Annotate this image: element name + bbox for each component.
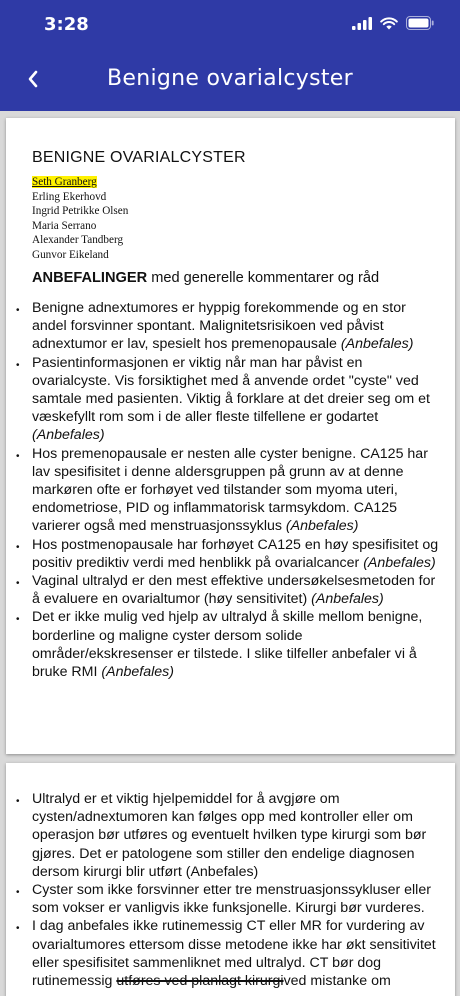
recommendation-list (16, 299, 441, 681)
list-item: • Hos postmenopausale har forhøyet CA125 en høy spesifisitet og positiv prediktiv verdi med henblikk på ovarialcancer (Anbefales) (16, 536, 441, 572)
list-item: • Vaginal ultralyd er den mest effektive undersøkelsesmetoden for å evaluere en ovarialtumor (høy sensitivitet) (Anbefales) (16, 572, 441, 608)
recommendations-heading-bold: ANBEFALINGER (32, 270, 148, 286)
list-item: • Cyster som ikke forsvinner etter tre menstruasjonssykluser eller som vokser er vanligvis ikke funksjonelle. Kirurgi bør vurderes. (16, 881, 441, 917)
list-item: • Ultralyd er et viktig hjelpemiddel for å avgjøre om cysten/adnextumoren kan følges opp med kontroller eller om operasjon bør utføres og eventuelt hvilken type kirurgi som bør gjøres. Det er patologene som stiller den endelige diagnosen dersom kirurgi blir utført (Anbefales) (16, 790, 441, 881)
recommendation-list (16, 790, 441, 990)
author-name: Alexander Tandberg (32, 234, 124, 247)
author-name: Erling Ekerhovd (32, 190, 107, 203)
wifi-icon (380, 17, 398, 30)
author-name: Maria Serrano (32, 219, 97, 232)
page-title: Benigne ovarialcyster (107, 66, 353, 91)
status-time: 3:28 (44, 14, 89, 35)
recommendations-heading-rest: med generelle kommentarer og råd (147, 270, 380, 286)
list-item: • I dag anbefales ikke rutinemessig CT eller MR for vurdering av ovarialtumores ettersom disse metodene ikke har økt sensitivitet eller spesifisitet sammenliknet med ultralyd. CT bør dog rutinemessig utføres ved planlagt kirurgived mistanke om (16, 917, 441, 990)
list-item: • Pasientinformasjonen er viktig når man har påvist en ovarialcyste. Vis forsiktighet med å anvende ordet "cyste" ved samtale med pasienten. Viktig å forklare at det dreier seg om et væskefyllt rom som i de aller fleste tilfellene er godartet (Anbefales) (16, 354, 441, 445)
author-name: Gunvor Eikeland (32, 248, 109, 261)
signal-icon (352, 17, 372, 30)
list-item: • Hos premenopausale er nesten alle cyster benigne. CA125 har lav spesifisitet i denne aldersgruppen på grunn av at denne markøren ofte er forhøyet ved tilstander som myoma uteri, endometriose, PID og inflammatorisk tarmsykdom. CA125 varierer også med menstruasjonssyklus (Anbefales) (16, 445, 441, 536)
document-title: BENIGNE OVARIALCYSTER (32, 149, 246, 166)
document-page-1[interactable] (6, 118, 455, 754)
list-item: • Det er ikke mulig ved hjelp av ultralyd å skille mellom benigne, borderline og maligne cyster dersom solide områder/ekskresenser er tilstede. I slike tilfeller anbefaler vi å bruke RMI (Anbefales) (16, 608, 441, 681)
battery-icon (406, 16, 434, 30)
author-name-highlighted: Seth Granberg (32, 176, 97, 188)
status-icons (352, 16, 434, 30)
author-list (32, 175, 128, 263)
navigation-bar (0, 0, 460, 111)
recommendations-heading (32, 270, 379, 286)
struck-text: utføres ved planlagt kirurgi (116, 973, 284, 990)
list-item: • Benigne adnextumores er hyppig forekommende og en stor andel forsvinner spontant. Malignitetsrisikoen ved påvist adnextumor er lav, spesielt hos premenopausale (Anbefales) (16, 299, 441, 354)
document-page-2[interactable] (6, 763, 455, 996)
author-name: Ingrid Petrikke Olsen (32, 205, 129, 218)
